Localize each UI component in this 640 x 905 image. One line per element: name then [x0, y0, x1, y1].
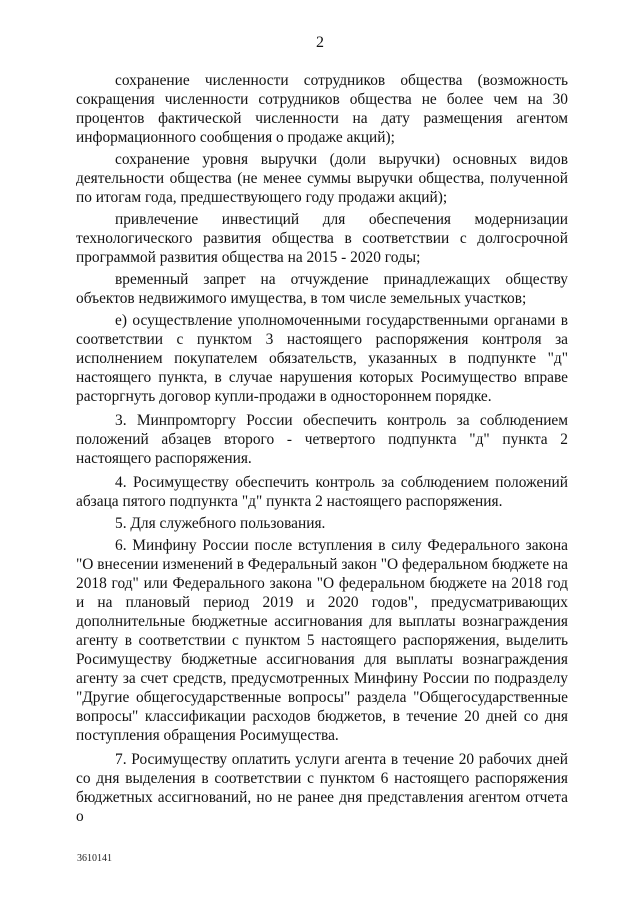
- paragraph-item-4: 4. Росимуществу обеспечить контроль за соблюдением положений абзаца пятого подпункта "д" пункта 2 настоящего распоряжения.: [76, 474, 568, 510]
- document-code: 3610141: [77, 853, 112, 864]
- page-number: 2: [316, 34, 324, 51]
- paragraph-item-7: 7. Росимуществу оплатить услуги агента в течение 20 рабочих дней со дня выделения в соответствии с пунктом 6 настоящего распоряжения бюджетных ассигнований, но не ранее дня представления агентом отчета о: [76, 751, 568, 825]
- paragraph-item-3: 3. Минпромторгу России обеспечить контроль за соблюдением положений абзацев второго - четвертого подпункта "д" пункта 2 настоящего распоряжения.: [76, 412, 568, 467]
- paragraph-investment: привлечение инвестиций для обеспечения модернизации технологического развития общества в соответствии с долгосрочной программой развития общества на 2015 - 2020 годы;: [76, 211, 568, 266]
- paragraph-property-ban: временный запрет на отчуждение принадлежащих обществу объектов недвижимого имущества, в том числе земельных участков;: [76, 271, 568, 307]
- paragraph-item-6: 6. Минфину России после вступления в силу Федерального закона "О внесении изменений в Федеральный закон "О федеральном бюджете на 2018 год" или Федерального закона "О федеральном бюджете на 2018 год и на плановый период 2019 и 2020 годов", предусматривающих дополнительные бюджетные ассигнования для выплаты вознаграждения агенту в соответствии с пунктом 5 настоящего распоряжения, выделить Росимуществу бюджетные ассигнования для выплаты вознаграждения агенту за счет средств, предусмотренных Минфину России по подразделу "Другие общегосударственные вопросы" раздела "Общегосударственные вопросы" классификации расходов бюджетов, в течение 20 дней со дня поступления обращения Росимущества.: [76, 537, 568, 744]
- paragraph-revenue-level: сохранение уровня выручки (доли выручки) основных видов деятельности общества (не менее суммы выручки общества, полученной по итогам года, предшествующего году продажи акций);: [76, 151, 568, 206]
- paragraph-item-5: 5. Для служебного пользования.: [115, 515, 326, 532]
- paragraph-state-control: е) осуществление уполномоченными государственными органами в соответствии с пунктом 3 настоящего распоряжения контроля за исполнением покупателем обязательств, указанных в подпункте "д" настоящего пункта, в случае нарушения которых Росимущество вправе расторгнуть договор купли-продажи в одностороннем порядке.: [76, 312, 568, 405]
- paragraph-staff-retention: сохранение численности сотрудников общества (возможность сокращения численности сотрудников общества не более чем на 30 процентов фактической численности на дату размещения агентом информационного сообщения о продаже акций);: [76, 72, 568, 146]
- document-body: [76, 71, 568, 826]
